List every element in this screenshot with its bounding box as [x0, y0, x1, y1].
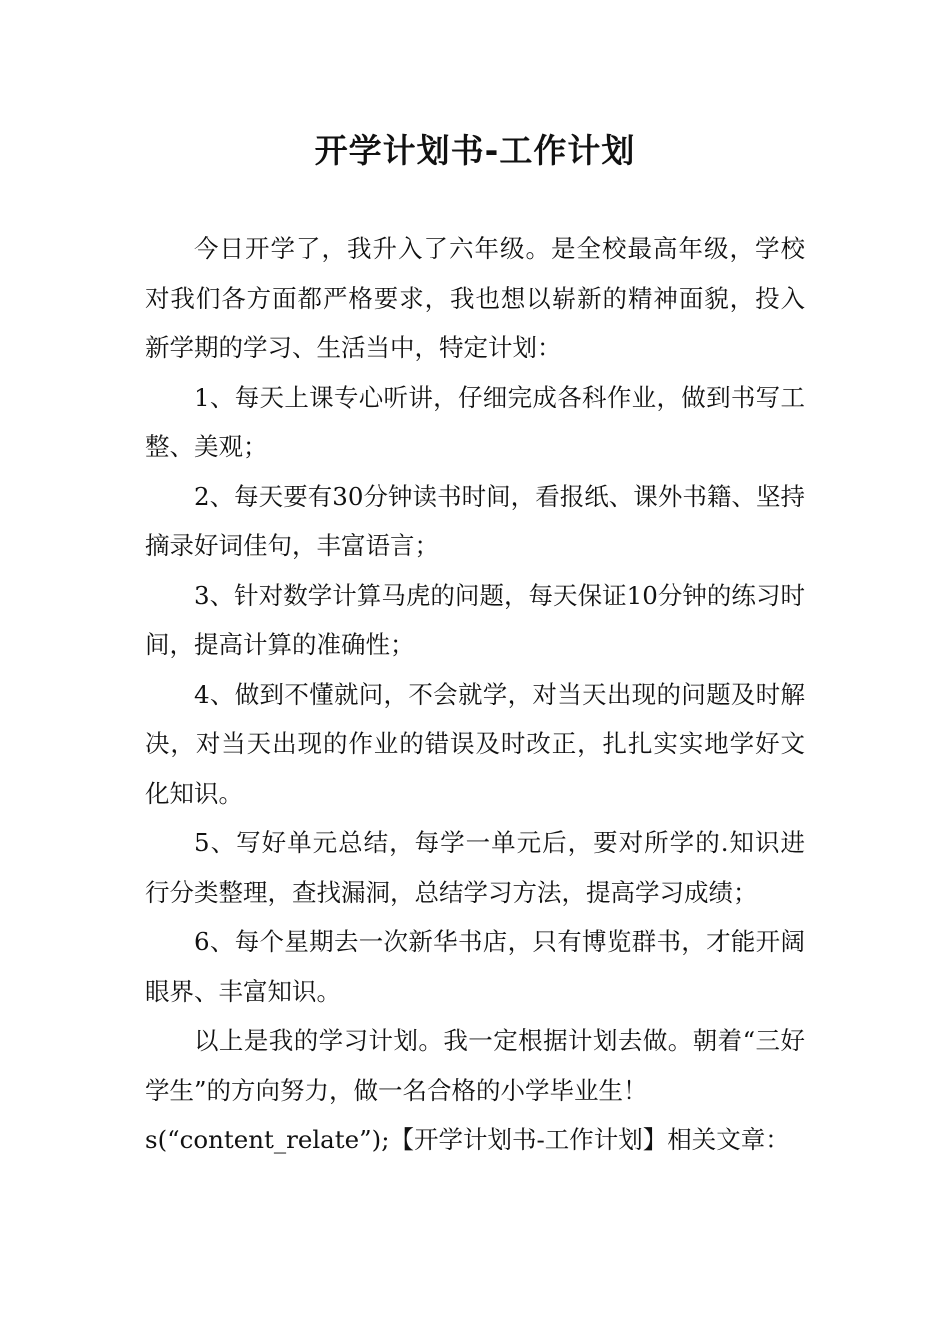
document-body [145, 224, 805, 1165]
plan-item-1: 1、每天上课专心听讲，仔细完成各科作业，做到书写工整、美观； [145, 382, 805, 461]
related-articles-line: s(“content_relate”);【开学计划书-工作计划】相关文章： [145, 1125, 790, 1154]
document-title: 开学计划书-工作计划 [314, 131, 636, 170]
plan-item-6: 6、每个星期去一次新华书店，只有博览群书，才能开阔眼界、丰富知识。 [145, 927, 805, 1006]
intro-paragraph: 今日开学了，我升入了六年级。是全校最高年级，学校对我们各方面都严格要求，我也想以崭新的精神面貌，投入新学期的学习、生活当中，特定计划： [145, 234, 805, 362]
plan-item-5: 5、写好单元总结，每学一单元后，要对所学的.知识进行分类整理，查找漏洞，总结学习方法，提高学习成绩； [145, 828, 805, 907]
closing-paragraph: 以上是我的学习计划。我一定根据计划去做。朝着“三好学生”的方向努力，做一名合格的小学毕业生！ [145, 1026, 805, 1105]
plan-item-4: 4、做到不懂就问，不会就学，对当天出现的问题及时解决，对当天出现的作业的错误及时改正，扎扎实实地学好文化知识。 [145, 679, 805, 808]
plan-item-3: 3、针对数学计算马虎的问题，每天保证10分钟的练习时间，提高计算的准确性； [145, 580, 805, 659]
plan-item-2: 2、每天要有30分钟读书时间，看报纸、课外书籍、坚持摘录好词佳句，丰富语言； [145, 481, 805, 560]
